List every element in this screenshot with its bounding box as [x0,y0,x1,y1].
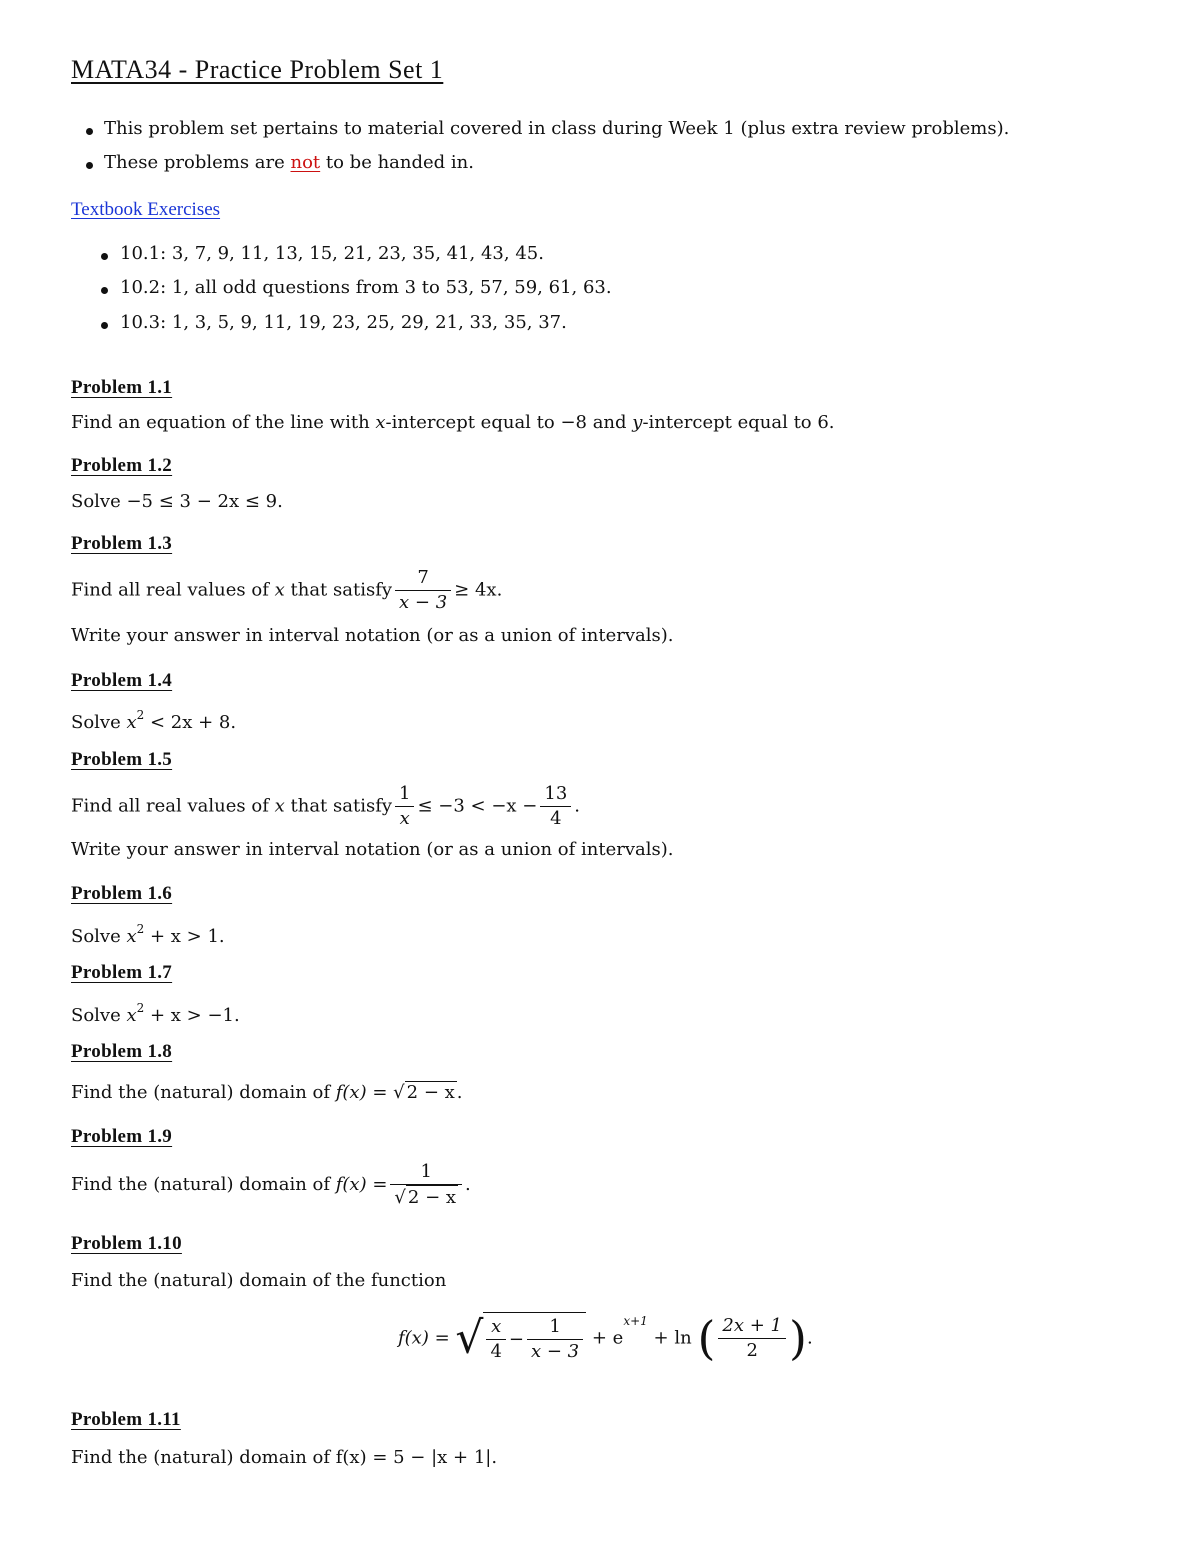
p11-t3: -intercept equal to 6. [642,412,835,433]
problem-1-8-heading: Problem 1.8 [71,1041,173,1062]
intro-bullet-1: This problem set pertains to material covered in class during Week 1 (plus extra review problems). [104,118,1010,139]
problem-1-10-text: Find the (natural) domain of the function [71,1270,447,1291]
minus-sign: − [508,1329,524,1350]
p14-exp: 2 [136,708,145,722]
problem-1-5-text [71,782,580,831]
p16-exp: 2 [136,922,145,936]
textbook-item-10-1: 10.1: 3, 7, 9, 11, 13, 15, 21, 23, 35, 41, 43, 45. [120,243,544,264]
problem-1-3-heading: Problem 1.3 [71,533,173,554]
p15-end: . [574,795,581,817]
numerator: 1 [549,1316,561,1337]
p19-end: . [465,1174,471,1195]
problem-1-6-text [71,922,225,947]
problem-1-10-formula [398,1312,813,1364]
problem-1-3-note: Write your answer in interval notation (or as a union of intervals). [71,625,674,646]
p111-t1: Find the (natural) domain of [71,1447,336,1468]
p111-expr: f(x) = 5 − |x + 1|. [335,1447,498,1468]
problem-1-6-heading: Problem 1.6 [71,883,173,904]
denominator [390,1184,462,1210]
sqrt-icon: √ 2 − x [394,1187,457,1208]
bullet-icon [101,287,108,294]
fraction [718,1314,786,1363]
emphasis-not[interactable]: not [290,152,321,173]
problem-1-4-text [71,708,236,733]
p11-t2: -intercept equal to −8 and [385,412,633,433]
sqrt-icon: √ [455,1312,484,1364]
numerator: 1 [399,783,411,804]
radicand: 2 − x [407,1187,457,1208]
p17-x: x [126,1005,137,1026]
p110-exponent: x+1 [623,1314,648,1328]
p17-exp: 2 [136,1001,145,1015]
problem-1-5-heading: Problem 1.5 [71,749,173,770]
p17-t1: Solve [71,1005,127,1026]
p15-mid: ≤ −3 < −x − [417,795,538,817]
problem-1-9-text [71,1160,471,1210]
bullet-icon [101,322,108,329]
page-title: MATA34 - Practice Problem Set 1 [71,55,444,84]
problem-1-9-heading: Problem 1.9 [71,1126,173,1147]
textbook-exercises-link[interactable]: Textbook Exercises [71,199,221,220]
bullet-icon [86,162,93,169]
denominator: x − 3 [395,590,451,615]
p16-t2: + x > 1. [144,926,225,947]
fraction [390,1160,462,1210]
p13-t2: that satisfy [284,579,393,601]
p17-t2: + x > −1. [144,1005,240,1026]
p11-y: y [632,412,643,433]
p15-x: x [274,795,285,817]
denominator: x [395,806,414,831]
p13-x: x [274,579,285,601]
textbook-item-10-3: 10.3: 1, 3, 5, 9, 11, 19, 23, 25, 29, 21, 33, 35, 37. [120,312,567,333]
problem-1-1-text [71,412,835,433]
p15-t1: Find all real values of [71,795,275,817]
p18-end: . [456,1082,463,1103]
fraction [540,782,571,831]
fraction [486,1315,505,1364]
p19-t1: Find the (natural) domain of [71,1174,336,1195]
problem-1-4-heading: Problem 1.4 [71,670,173,691]
problem-1-10-heading: Problem 1.10 [71,1233,182,1254]
p14-t2: < 2x + 8. [144,712,237,733]
problem-1-3-text [71,566,502,615]
fraction [395,566,451,615]
p14-x: x [126,712,137,733]
radicand-group [483,1312,586,1364]
p18-t1: Find the (natural) domain of [71,1082,336,1103]
numerator: 1 [420,1161,432,1182]
denominator: 4 [540,806,571,831]
problem-1-5-note: Write your answer in interval notation (or as a union of intervals). [71,839,674,860]
p110-plus-ln: + ln [653,1327,692,1349]
intro-bullet-2-text-end: to be handed in. [320,152,474,173]
denominator: x − 3 [527,1339,583,1364]
numerator: 2x + 1 [722,1314,782,1336]
p110-fx: f(x) = [398,1327,450,1349]
radicand: 2 − x [406,1082,455,1103]
problem-1-7-heading: Problem 1.7 [71,962,173,983]
right-paren-icon: ) [788,1311,807,1365]
p16-x: x [126,926,137,947]
textbook-item-10-2: 10.2: 1, all odd questions from 3 to 53, 57, 59, 61, 63. [120,277,612,298]
problem-1-1-heading: Problem 1.1 [71,377,173,398]
fraction [527,1315,583,1364]
problem-1-7-text [71,1001,240,1026]
numerator: x [491,1316,502,1337]
problem-1-11-text [71,1447,497,1468]
p11-t1: Find an equation of the line with [71,412,376,433]
sqrt-icon: √ 2 − x [393,1082,455,1103]
p110-end: . [806,1327,813,1349]
denominator: 4 [486,1339,505,1364]
numerator: 7 [417,567,429,588]
p15-t2: that satisfy [284,795,393,817]
bullet-icon [86,128,93,135]
p110-plus-e: + e [591,1327,624,1349]
problem-1-8-text [71,1081,463,1103]
p11-x: x [375,412,386,433]
p14-t1: Solve [71,712,127,733]
problem-1-2-heading: Problem 1.2 [71,455,173,476]
bullet-icon [101,253,108,260]
intro-bullet-2-text: These problems are [104,152,291,173]
p13-after: ≥ 4x. [454,579,503,601]
problem-1-2-text: Solve −5 ≤ 3 − 2x ≤ 9. [71,491,283,512]
denominator: 2 [718,1338,786,1363]
p16-t1: Solve [71,926,127,947]
problem-1-11-heading: Problem 1.11 [71,1409,181,1430]
p19-fx: f(x) = [335,1174,388,1195]
p18-fx: f(x) = [335,1082,388,1103]
p13-t1: Find all real values of [71,579,275,601]
fraction [395,782,414,831]
left-paren-icon: ( [697,1311,716,1365]
intro-bullet-2 [104,152,474,173]
numerator: 13 [544,783,568,804]
